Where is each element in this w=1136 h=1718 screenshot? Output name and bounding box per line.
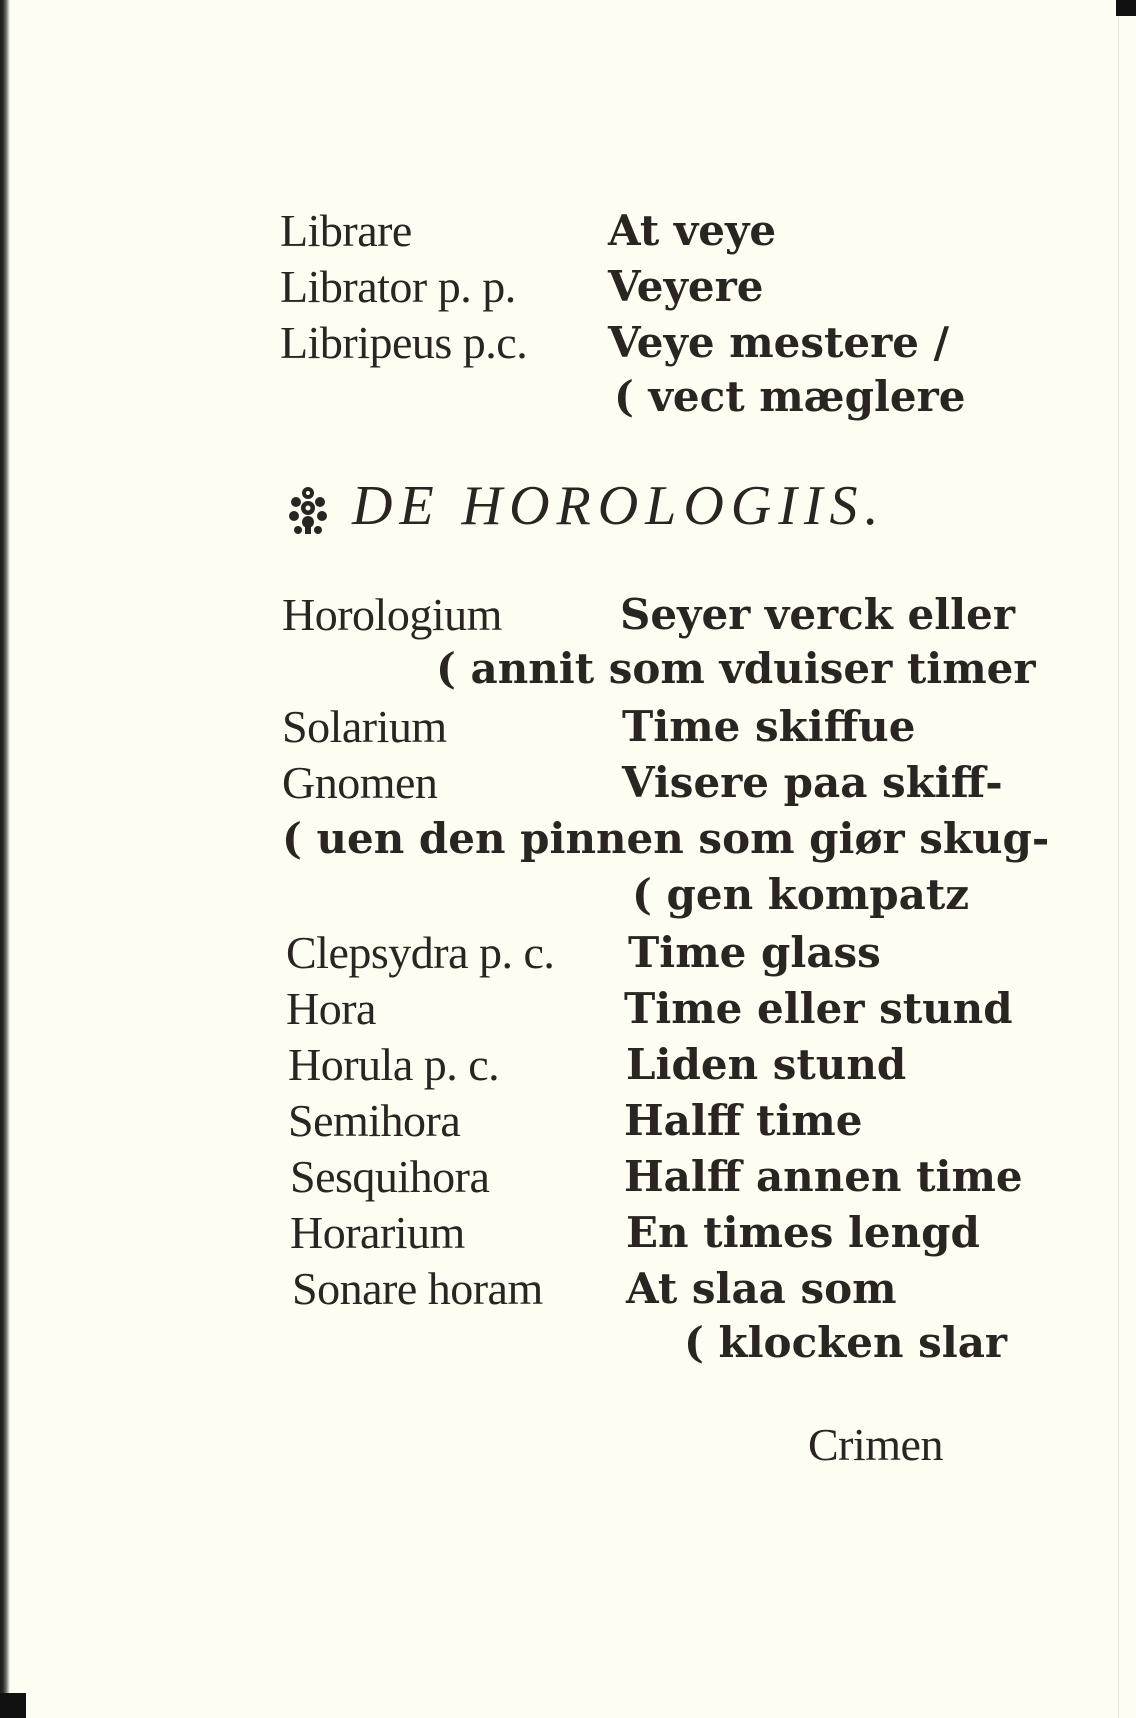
entry-latin: Horologium — [282, 589, 502, 640]
entry-vernacular-continuation: ( annit som vduiser timer — [436, 644, 1036, 693]
entry-vernacular-continuation: ( uen den pinnen som giør skug- — [282, 814, 1050, 863]
entry-vernacular: Veye mestere / — [608, 318, 949, 367]
entry-latin: Sonare horam — [292, 1263, 543, 1314]
entry-vernacular: At veye — [608, 206, 777, 255]
entry-latin: Horarium — [290, 1207, 465, 1258]
entry-latin: Clepsydra p. c. — [286, 927, 555, 978]
entry-latin: Hora — [286, 983, 376, 1034]
entry-vernacular: Time eller stund — [624, 984, 1013, 1033]
entry-vernacular-continuation: ( klocken slar — [684, 1318, 1008, 1367]
entry-vernacular: Time glass — [628, 928, 881, 977]
entry-vernacular: Liden stund — [626, 1040, 907, 1089]
entry-latin: Gnomen — [282, 757, 438, 808]
entry-latin: Sesquihora — [290, 1151, 490, 1202]
entry-vernacular: Halff annen time — [624, 1152, 1023, 1201]
entry-latin: Solarium — [282, 701, 447, 752]
entry-vernacular: En times lengd — [626, 1208, 980, 1257]
entry-latin: Horula p. c. — [288, 1039, 500, 1090]
entry-vernacular: Visere paa skiff- — [622, 758, 1003, 807]
entry-vernacular: Seyer verck eller — [620, 590, 1015, 639]
fleuron-icon — [284, 484, 332, 536]
entry-vernacular: At slaa som — [626, 1264, 897, 1313]
section-heading: DE HOROLOGIIS. — [352, 475, 886, 537]
entry-vernacular: Halff time — [624, 1096, 863, 1145]
entry-latin: Librare — [280, 205, 412, 256]
catchword: Crimen — [808, 1419, 943, 1470]
entry-vernacular-continuation: ( gen kompatz — [632, 870, 970, 919]
entry-vernacular: Veyere — [608, 262, 764, 311]
entry-vernacular-continuation: ( vect mæglere — [614, 372, 966, 421]
entry-vernacular: Time skiffue — [622, 702, 916, 751]
entry-latin: Semihora — [288, 1095, 461, 1146]
entry-latin: Librator p. p. — [280, 261, 516, 312]
entry-latin: Libripeus p.c. — [280, 317, 528, 368]
